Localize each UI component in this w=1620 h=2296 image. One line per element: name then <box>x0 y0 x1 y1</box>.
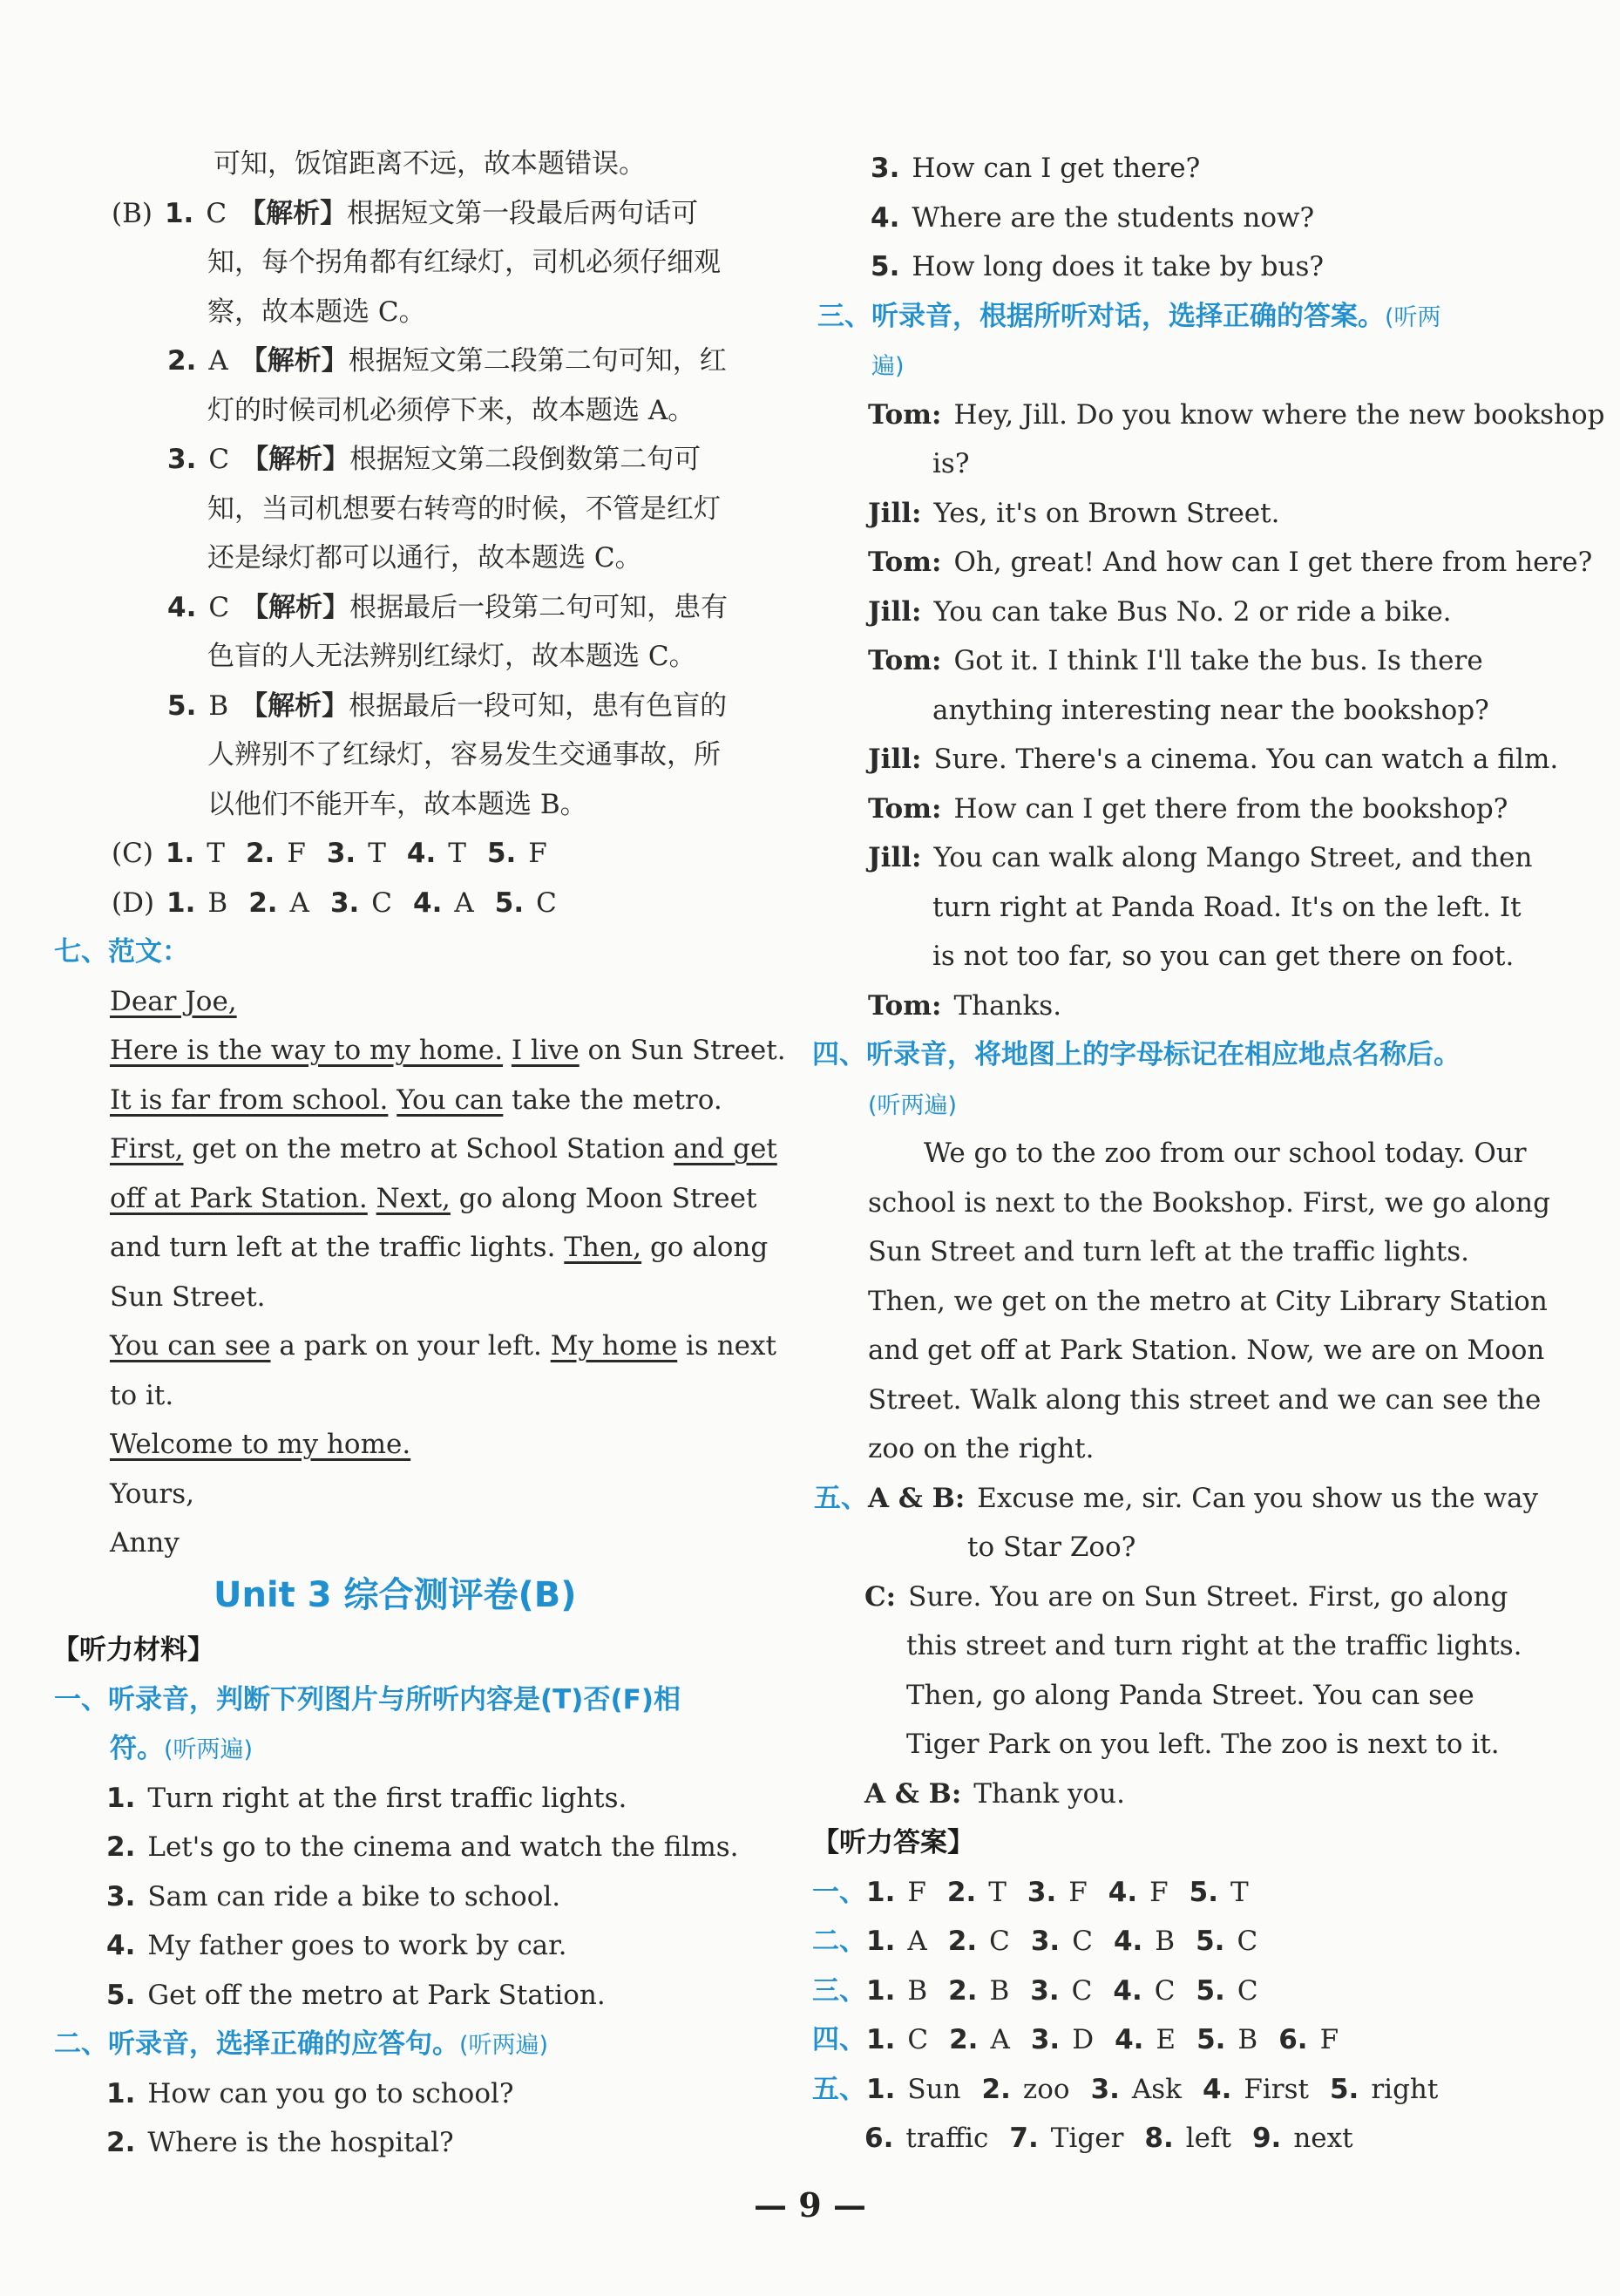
analysis-tag: 【解析】 <box>241 689 349 722</box>
item-number: 5. <box>486 838 517 869</box>
dialog-line <box>868 643 1483 678</box>
section-title: 二、听录音，选择正确的应答句。 <box>54 2028 459 2060</box>
item-number: 3. <box>1030 2024 1061 2055</box>
answer-value: C <box>1071 1974 1093 2007</box>
explanation-line: 还是绿灯都可以通行，故本题选 C。 <box>207 542 642 574</box>
item-number: 4. <box>871 201 900 234</box>
item-number: 9. <box>1251 2123 1282 2154</box>
listen-note: (听两遍) <box>164 1736 254 1763</box>
item-number: 3. <box>1030 1926 1061 1957</box>
item-number: 3. <box>871 153 900 184</box>
item-text: Let's go to the cinema and watch the films. <box>147 1831 739 1863</box>
section-heading <box>868 1087 957 1122</box>
dialog-line: to Star Zoo? <box>967 1532 1136 1563</box>
item-number: 3. <box>167 444 197 475</box>
answer-letter: C <box>208 591 230 623</box>
item-number: 1. <box>866 2024 896 2055</box>
answer-value: F <box>1319 2024 1339 2055</box>
item-number: 1. <box>166 886 196 919</box>
essay-phrase: Dear Joe, <box>110 985 237 1017</box>
item-number: 1. <box>164 197 194 229</box>
dialog-line <box>814 1481 1538 1516</box>
answer-value: First <box>1244 2073 1309 2105</box>
item-number: 5. <box>1196 2024 1226 2055</box>
speaker-label: A & B: <box>868 1482 966 1514</box>
dialog-line <box>868 742 1558 777</box>
dialog-text: You can take Bus No. 2 or ride a bike. <box>933 595 1452 628</box>
section-heading <box>110 1731 253 1766</box>
item-number: 5. <box>106 1979 136 2011</box>
essay-phrase: First, <box>110 1133 184 1165</box>
answer-row <box>167 590 728 625</box>
unit-title: Unit 3 综合测评卷(B) <box>214 1575 577 1615</box>
essay-phrase: and get <box>673 1133 777 1165</box>
essay-line <box>110 1181 756 1216</box>
essay-phrase: I live <box>511 1035 580 1066</box>
dialog-line <box>868 791 1508 826</box>
item-number: 5. <box>494 886 525 919</box>
answer-value: F <box>287 838 306 869</box>
item-number: 7. <box>1009 2123 1039 2154</box>
item-number: 2. <box>245 838 275 869</box>
speaker-label: Tom: <box>868 398 942 431</box>
answer-value: zoo <box>1022 2073 1070 2105</box>
explanation-text: 根据短文第二段倒数第二句可 <box>349 444 702 475</box>
page-number: — 9 — <box>754 2185 866 2225</box>
explanation-text: 根据最后一段第二句可知，患有 <box>349 591 729 623</box>
answer-value: C <box>371 886 393 919</box>
answer-key-row <box>812 2072 1459 2107</box>
answer-value: D <box>1072 2024 1095 2055</box>
dialog-line: is? <box>932 448 970 479</box>
item-number: 2. <box>949 2024 979 2055</box>
speaker-label: Tom: <box>868 792 942 825</box>
answer-value: T <box>368 838 386 869</box>
item-number: 3. <box>1090 2073 1120 2105</box>
speaker-label: A & B: <box>864 1777 962 1810</box>
answer-key-row <box>812 1973 1279 2008</box>
item-text: Where are the students now? <box>912 201 1315 234</box>
item-number: 5. <box>871 251 900 282</box>
dialog-line <box>868 594 1452 629</box>
dialog-line <box>868 840 1532 875</box>
answer-value: B <box>989 1974 1010 2007</box>
listening-item <box>871 200 1314 235</box>
item-number: 4. <box>167 591 197 623</box>
essay-line <box>110 1230 768 1265</box>
item-text: Turn right at the first traffic lights. <box>147 1782 627 1814</box>
item-number: 4. <box>1203 2073 1232 2105</box>
item-number: 5. <box>1329 2073 1359 2105</box>
explanation-line: 知，每个拐角都有红绿灯，司机必须仔细观 <box>207 247 721 278</box>
essay-text: a park on your left. <box>270 1330 551 1362</box>
speaker-label: Jill: <box>868 842 922 873</box>
analysis-tag: 【解析】 <box>241 444 350 475</box>
answer-key-row <box>812 1875 1270 1910</box>
answer-value: next <box>1293 2123 1353 2154</box>
answer-letter: C <box>206 197 227 229</box>
item-number: 5. <box>167 689 197 722</box>
speaker-label: Jill: <box>868 744 922 775</box>
answer-letter: C <box>208 444 230 475</box>
item-number: 1. <box>866 1926 896 1957</box>
essay-phrase: My home <box>550 1330 678 1362</box>
essay-text: get on the metro at School Station <box>183 1133 674 1165</box>
answer-value: C <box>1072 1926 1093 1957</box>
essay-phrase: Here is the way to my home. <box>110 1035 504 1066</box>
dialog-text: You can walk along Mango Street, and then <box>933 842 1533 873</box>
essay-line: Anny <box>110 1527 180 1559</box>
essay-line <box>110 1131 777 1166</box>
answer-value: C <box>1154 1974 1176 2007</box>
item-text: How can you go to school? <box>147 2077 514 2109</box>
explanation-line: 知，当司机想要右转弯的时候，不管是红灯 <box>207 492 721 525</box>
dialog-line <box>864 1776 1125 1811</box>
listening-item <box>106 2076 514 2111</box>
analysis-tag: 【解析】 <box>241 591 350 623</box>
essay-line <box>110 1427 410 1462</box>
dialog-line: turn right at Panda Road. It's on the left. It <box>932 891 1522 923</box>
item-number: 2. <box>948 1974 978 2007</box>
answer-value: B <box>907 1974 928 2007</box>
dialog-line <box>868 397 1605 432</box>
section-heading <box>54 2027 548 2062</box>
answer-value: T <box>988 1876 1007 1908</box>
answer-value: F <box>1068 1876 1088 1908</box>
dialog-line <box>868 496 1279 531</box>
essay-line: Yours, <box>110 1477 194 1510</box>
listening-item <box>106 1879 560 1914</box>
answer-row <box>167 343 727 378</box>
answers-label: 【听力答案】 <box>812 1827 974 1858</box>
item-number: 4. <box>406 838 437 869</box>
item-number: 4. <box>1115 2024 1144 2055</box>
answer-value: Sun <box>907 2073 961 2105</box>
item-number: 8. <box>1144 2123 1174 2154</box>
answer-key-row <box>864 2121 1374 2156</box>
essay-text: go along <box>641 1232 769 1263</box>
materials-label: 【听力材料】 <box>52 1634 214 1666</box>
dialog-line: Then, go along Panda Street. You can see <box>906 1679 1474 1711</box>
answer-value: right <box>1371 2073 1439 2105</box>
essay-text: go along Moon Street <box>450 1182 757 1214</box>
answer-key-row <box>812 2022 1359 2057</box>
answer-value: T <box>448 838 466 869</box>
essay-text <box>503 1035 512 1066</box>
essay-text: take the metro. <box>503 1083 722 1116</box>
item-number: 1. <box>106 2077 136 2109</box>
essay-phrase: Then, <box>564 1232 642 1263</box>
section-title: 符。 <box>110 1733 164 1764</box>
essay-text: is next <box>677 1330 776 1362</box>
section-heading <box>54 1682 681 1717</box>
item-number: 2. <box>947 1926 978 1957</box>
item-number: 2. <box>981 2073 1011 2105</box>
listening-item <box>871 151 1200 186</box>
dialog-line <box>864 1579 1508 1614</box>
item-number: 5. <box>1196 1974 1225 2007</box>
part-label: (C) <box>112 838 153 869</box>
essay-phrase: You can see <box>110 1330 271 1362</box>
part-label: (B) <box>112 197 153 229</box>
passage-line: We go to the zoo from our school today. Our <box>924 1138 1527 1169</box>
item-text: How can I get there? <box>912 153 1201 184</box>
answer-value: Tiger <box>1050 2123 1124 2154</box>
essay-phrase: You can <box>397 1083 504 1116</box>
item-number: 4. <box>1113 1974 1142 2007</box>
dialog-line: Tiger Park on you left. The zoo is next to it. <box>906 1729 1500 1760</box>
item-number: 3. <box>326 838 356 869</box>
answer-section-label: 四、 <box>812 2024 866 2055</box>
dialog-text: Thanks. <box>953 989 1062 1022</box>
answer-row <box>167 442 701 477</box>
section-heading: 七、范文： <box>54 936 189 968</box>
item-number: 2. <box>106 1831 136 1863</box>
passage-line: Then, we get on the metro at City Library Station <box>868 1285 1548 1317</box>
answer-section-label: 二、 <box>812 1926 866 1957</box>
listening-item <box>106 1978 606 2013</box>
answer-letter: A <box>208 345 228 377</box>
answer-row <box>112 196 698 231</box>
item-text: Sam can ride a bike to school. <box>147 1880 561 1912</box>
essay-line <box>110 1328 776 1363</box>
explanation-line: 人辨别不了红绿灯，容易发生交通事故，所 <box>207 739 721 771</box>
answer-value: B <box>207 886 228 919</box>
item-number: 1. <box>165 838 195 869</box>
answer-key-row <box>812 1924 1278 1959</box>
answer-value: F <box>528 838 547 869</box>
listen-note: (听两遍) <box>868 1091 958 1119</box>
item-number: 5. <box>1189 1876 1219 1908</box>
dialog-text: Hey, Jill. Do you know where the new bookshop <box>953 398 1605 431</box>
item-number: 3. <box>1027 1876 1057 1908</box>
item-number: 2. <box>946 1876 977 1908</box>
item-number: 2. <box>106 2127 136 2158</box>
part-label: (D) <box>112 886 155 919</box>
answer-value: B <box>1237 2024 1258 2055</box>
answer-value: C <box>989 1926 1010 1957</box>
dialog-text: Sure. There's a cinema. You can watch a film. <box>933 744 1559 775</box>
answer-value: A <box>990 2024 1010 2055</box>
explanation-line: 察，故本题选 C。 <box>207 295 426 328</box>
item-number: 6. <box>1278 2024 1308 2055</box>
dialog-text: Sure. You are on Sun Street. First, go along <box>908 1580 1508 1613</box>
dialog-text: Excuse me, sir. Can you show us the way <box>977 1482 1539 1514</box>
passage-line: Street. Walk along this street and we can see the <box>868 1383 1542 1416</box>
answer-row <box>112 836 568 871</box>
dialog-line <box>868 988 1061 1023</box>
item-number: 2. <box>248 886 278 919</box>
answer-section-label: 三、 <box>812 1974 866 2007</box>
item-text: How long does it take by bus? <box>912 251 1325 282</box>
speaker-label: Tom: <box>868 547 942 578</box>
item-number: 1. <box>866 2073 896 2105</box>
answer-value: left <box>1185 2123 1231 2154</box>
answer-value: A <box>289 886 309 919</box>
dialog-text: Thank you. <box>973 1777 1126 1810</box>
essay-line <box>110 1033 786 1068</box>
listening-item <box>106 1928 566 1963</box>
answer-value: F <box>1149 1876 1169 1908</box>
explanation-line: 灯的时候司机必须停下来，故本题选 A。 <box>207 394 695 426</box>
item-text: My father goes to work by car. <box>147 1930 567 1961</box>
essay-phrase: off at Park Station. <box>110 1182 368 1214</box>
passage-line: and get off at Park Station. Now, we are on Moon <box>868 1335 1545 1366</box>
answer-value: traffic <box>905 2123 989 2154</box>
listen-note: (听两遍) <box>459 2032 549 2059</box>
answer-row <box>167 689 727 723</box>
item-number: 4. <box>1113 1926 1143 1957</box>
answer-value: C <box>536 886 557 919</box>
speaker-label: Tom: <box>868 645 942 676</box>
item-number: 6. <box>864 2123 894 2154</box>
section-title: 三、听录音，根据所听对话，选择正确的答案。 <box>817 300 1385 332</box>
essay-phrase: Welcome to my home. <box>110 1429 411 1460</box>
dialog-line: this street and turn right at the traffic lights. <box>906 1630 1522 1661</box>
explanation-text: 根据最后一段可知，患有色盲的 <box>349 689 728 722</box>
answer-value: Ask <box>1131 2073 1183 2105</box>
dialog-line: is not too far, so you can get there on foot. <box>932 941 1515 972</box>
explanation-text: 根据短文第二段第二句可知，红 <box>348 345 727 377</box>
answer-section-label: 一、 <box>812 1876 866 1908</box>
section-title: 一、听录音，判断下列图片与所听内容是(T)否(F)相 <box>54 1683 681 1715</box>
listen-note: (听两 <box>1385 303 1441 331</box>
item-number: 1. <box>866 1974 896 2007</box>
section-heading: 四、听录音，将地图上的字母标记在相应地点名称后。 <box>812 1039 1461 1070</box>
essay-text <box>388 1084 397 1116</box>
answer-value: A <box>907 1926 927 1957</box>
answer-letter: B <box>208 689 229 722</box>
dialog-text: How can I get there from the bookshop? <box>953 792 1508 825</box>
dialog-line: anything interesting near the bookshop? <box>932 694 1489 726</box>
answer-row <box>112 886 578 920</box>
essay-text: and turn left at the traffic lights. <box>110 1232 565 1263</box>
essay-line: to it. <box>110 1379 174 1411</box>
dialog-text: Got it. I think I'll take the bus. Is there <box>953 645 1483 676</box>
listening-item <box>106 1781 627 1816</box>
speaker-label: Jill: <box>868 595 922 628</box>
analysis-tag: 【解析】 <box>239 197 348 229</box>
essay-line <box>110 1083 722 1117</box>
listen-note: 遍) <box>871 353 905 380</box>
listening-item <box>106 2125 454 2160</box>
explanation-line: 可知，饭馆距离不远，故本题错误。 <box>214 148 646 180</box>
analysis-tag: 【解析】 <box>240 345 349 377</box>
answer-value: T <box>1230 1876 1249 1908</box>
essay-phrase: It is far from school. <box>110 1083 389 1116</box>
item-number: 2. <box>167 345 197 377</box>
passage-line: zoo on the right. <box>868 1433 1095 1464</box>
item-text: Where is the hospital? <box>147 2127 454 2158</box>
answer-value: A <box>454 886 474 919</box>
explanation-line: 色盲的人无法辨别红绿灯，故本题选 C。 <box>207 641 696 672</box>
explanation-text: 根据短文第一段最后两句话可 <box>347 197 699 229</box>
dialog-text: Oh, great! And how can I get there from here? <box>953 547 1593 578</box>
section-heading <box>817 299 1441 334</box>
speaker-label: Tom: <box>868 989 942 1022</box>
essay-text: on Sun Street. <box>579 1035 786 1066</box>
answer-value: T <box>207 838 225 869</box>
essay-line <box>110 984 237 1019</box>
listening-item <box>106 1830 738 1865</box>
dialog-line <box>868 545 1592 580</box>
section-label: 五、 <box>814 1482 868 1514</box>
item-text: Get off the metro at Park Station. <box>147 1979 606 2011</box>
item-number: 4. <box>106 1930 136 1961</box>
item-number: 3. <box>106 1880 136 1912</box>
item-number: 1. <box>106 1782 136 1814</box>
section-heading <box>871 348 905 383</box>
item-number: 4. <box>1108 1876 1138 1908</box>
answer-value: F <box>907 1876 926 1908</box>
item-number: 5. <box>1196 1926 1225 1957</box>
speaker-label: Jill: <box>868 497 922 529</box>
explanation-line: 以他们不能开车，故本题选 B。 <box>207 788 587 820</box>
answer-value: C <box>1237 1974 1258 2007</box>
item-number: 4. <box>413 886 443 919</box>
essay-text <box>368 1183 376 1214</box>
answer-value: E <box>1156 2024 1176 2055</box>
answer-value: C <box>907 2024 929 2055</box>
item-number: 3. <box>329 886 360 919</box>
answer-value: B <box>1155 1926 1176 1957</box>
dialog-text: Yes, it's on Brown Street. <box>933 497 1280 529</box>
essay-line: Sun Street. <box>110 1280 266 1313</box>
passage-line: school is next to the Bookshop. First, we go along <box>868 1186 1550 1219</box>
essay-phrase: Next, <box>376 1182 451 1214</box>
speaker-label: C: <box>864 1580 897 1613</box>
passage-line: Sun Street and turn left at the traffic lights. <box>868 1236 1469 1267</box>
answer-value: C <box>1237 1926 1258 1957</box>
listening-item <box>871 249 1324 284</box>
item-number: 1. <box>866 1876 896 1908</box>
item-number: 3. <box>1030 1974 1060 2007</box>
answer-section-label: 五、 <box>812 2073 866 2105</box>
